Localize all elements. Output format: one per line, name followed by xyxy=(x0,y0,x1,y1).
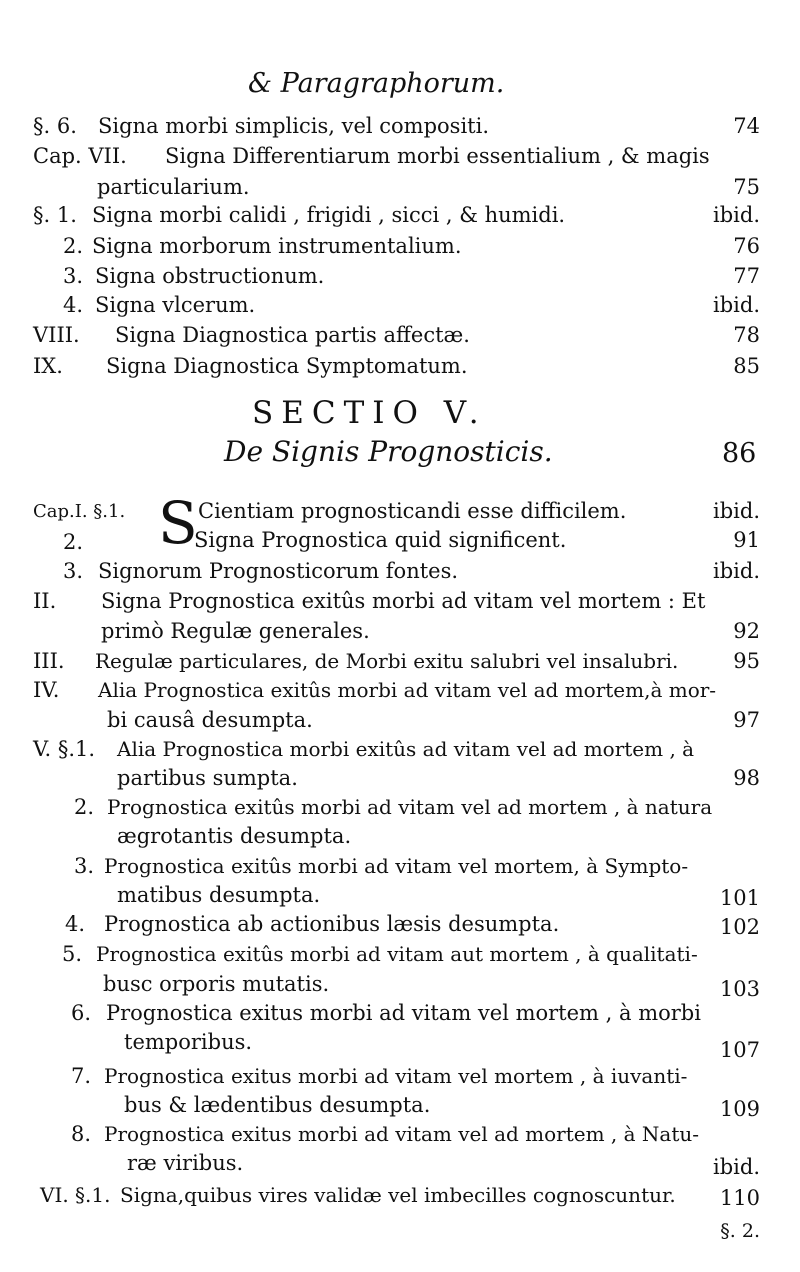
entry-text: bi causâ desumpta. xyxy=(107,708,313,732)
entry-page: 103 xyxy=(719,977,760,1001)
entry-text: Signa,quibus vires validæ vel imbecilles cognoscuntur. xyxy=(120,1183,676,1207)
running-header: & Paragraphorum. xyxy=(248,68,505,99)
entry-text: partibus sumpta. xyxy=(117,766,298,790)
entry-text: Signa morborum instrumentalium. xyxy=(92,234,462,258)
entry-number: 4. xyxy=(65,912,86,936)
entry-text: temporibus. xyxy=(124,1030,253,1054)
entry-number: 6. xyxy=(71,1001,92,1025)
entry-text: Regulæ particulares, de Morbi exitu salubri vel insalubri. xyxy=(95,649,679,673)
entry-text: ræ viribus. xyxy=(127,1151,244,1175)
entry-number: 7. xyxy=(71,1064,92,1088)
entry-page: 102 xyxy=(719,915,760,939)
entry-page: 78 xyxy=(733,323,760,347)
entry-page: 91 xyxy=(733,528,760,552)
entry-text: Prognostica exitûs morbi ad vitam aut mortem , à qualitati- xyxy=(96,942,698,966)
entry-page: ibid. xyxy=(713,293,760,317)
entry-text: Signa Diagnostica Symptomatum. xyxy=(106,354,468,378)
entry-text: Signorum Prognosticorum fontes. xyxy=(98,559,459,583)
entry-text: Signa Diagnostica partis affectæ. xyxy=(115,323,470,347)
entry-number: 3. xyxy=(63,264,84,288)
entry-text: Prognostica exitûs morbi ad vitam vel ad mortem , à natura xyxy=(107,795,713,819)
entry-number: IV. xyxy=(33,678,60,702)
entry-text: Signa Prognostica quid significent. xyxy=(194,528,567,552)
entry-number: 5. xyxy=(62,942,83,966)
entry-page: 85 xyxy=(733,354,760,378)
entry-page: ibid. xyxy=(713,499,760,523)
entry-page: 76 xyxy=(733,234,760,258)
entry-text: ægrotantis desumpta. xyxy=(117,824,352,848)
entry-text: primò Regulæ generales. xyxy=(101,619,370,643)
entry-text: Signa obstructionum. xyxy=(95,264,325,288)
entry-text: Signa morbi calidi , frigidi , sicci , & humidi. xyxy=(92,203,566,227)
entry-text: Prognostica exitus morbi ad vitam vel mortem , à iuvanti- xyxy=(104,1064,688,1088)
entry-text: Prognostica exitus morbi ad vitam vel mortem , à morbi xyxy=(106,1001,701,1025)
entry-number: V. §.1. xyxy=(33,737,96,761)
entry-page: 97 xyxy=(733,708,760,732)
entry-page: 75 xyxy=(733,175,760,199)
entry-number: 3. xyxy=(63,559,84,583)
entry-number: 2. xyxy=(74,795,95,819)
entry-page: 74 xyxy=(733,114,760,138)
entry-text: Signa Differentiarum morbi essentialium , & magis xyxy=(165,144,710,168)
entry-text: busc orporis mutatis. xyxy=(103,972,330,996)
entry-page: 95 xyxy=(733,649,760,673)
entry-page: ibid. xyxy=(713,203,760,227)
entry-page: 110 xyxy=(719,1186,760,1210)
entry-number: VIII. xyxy=(33,323,80,347)
entry-page: 92 xyxy=(733,619,760,643)
entry-text: Prognostica ab actionibus læsis desumpta. xyxy=(104,912,560,936)
entry-number: 2. xyxy=(63,234,84,258)
entry-number: §. 6. xyxy=(33,114,77,138)
entry-text: Signa Prognostica exitûs morbi ad vitam vel mortem : Et xyxy=(101,589,706,613)
entry-page: 98 xyxy=(733,766,760,790)
entry-page: 77 xyxy=(733,264,760,288)
catchword: §. 2. xyxy=(720,1220,760,1242)
entry-text: Signa morbi simplicis, vel compositi. xyxy=(98,114,489,138)
section-page: 86 xyxy=(722,438,757,469)
entry-page: ibid. xyxy=(713,559,760,583)
entry-text: Alia Prognostica exitûs morbi ad vitam vel ad mortem,à mor- xyxy=(98,678,717,702)
entry-number: VI. §.1. xyxy=(40,1183,111,1207)
entry-text: particularium. xyxy=(97,175,250,199)
entry-text: Signa vlcerum. xyxy=(95,293,256,317)
entry-page: 101 xyxy=(719,886,760,910)
entry-number: 3. xyxy=(74,854,95,878)
entry-page: 107 xyxy=(719,1038,760,1062)
entry-number: 8. xyxy=(71,1122,92,1146)
section-title: SECTIO V. xyxy=(252,395,487,431)
drop-cap: S xyxy=(158,489,198,557)
entry-text: Alia Prognostica morbi exitûs ad vitam vel ad mortem , à xyxy=(117,737,695,761)
entry-page: 109 xyxy=(719,1097,760,1121)
entry-text: bus & lædentibus desumpta. xyxy=(124,1093,431,1117)
entry-number: Cap. VII. xyxy=(33,144,127,168)
entry-number: III. xyxy=(33,649,65,673)
entry-text: Cientiam prognosticandi esse difficilem. xyxy=(198,499,627,523)
entry-text: Prognostica exitus morbi ad vitam vel ad mortem , à Natu- xyxy=(104,1122,700,1146)
entry-text: Prognostica exitûs morbi ad vitam vel mortem, à Sympto- xyxy=(104,854,689,878)
entry-text: matibus desumpta. xyxy=(117,883,321,907)
entry-number: IX. xyxy=(33,354,63,378)
entry-number: II. xyxy=(33,589,57,613)
entry-number: 2. xyxy=(63,530,84,554)
section-subtitle: De Signis Prognosticis. xyxy=(224,435,553,468)
entry-number: §. 1. xyxy=(33,203,77,227)
entry-number: 4. xyxy=(63,293,84,317)
entry-number: Cap.I. §.1. xyxy=(33,501,126,522)
entry-page: ibid. xyxy=(713,1155,760,1179)
